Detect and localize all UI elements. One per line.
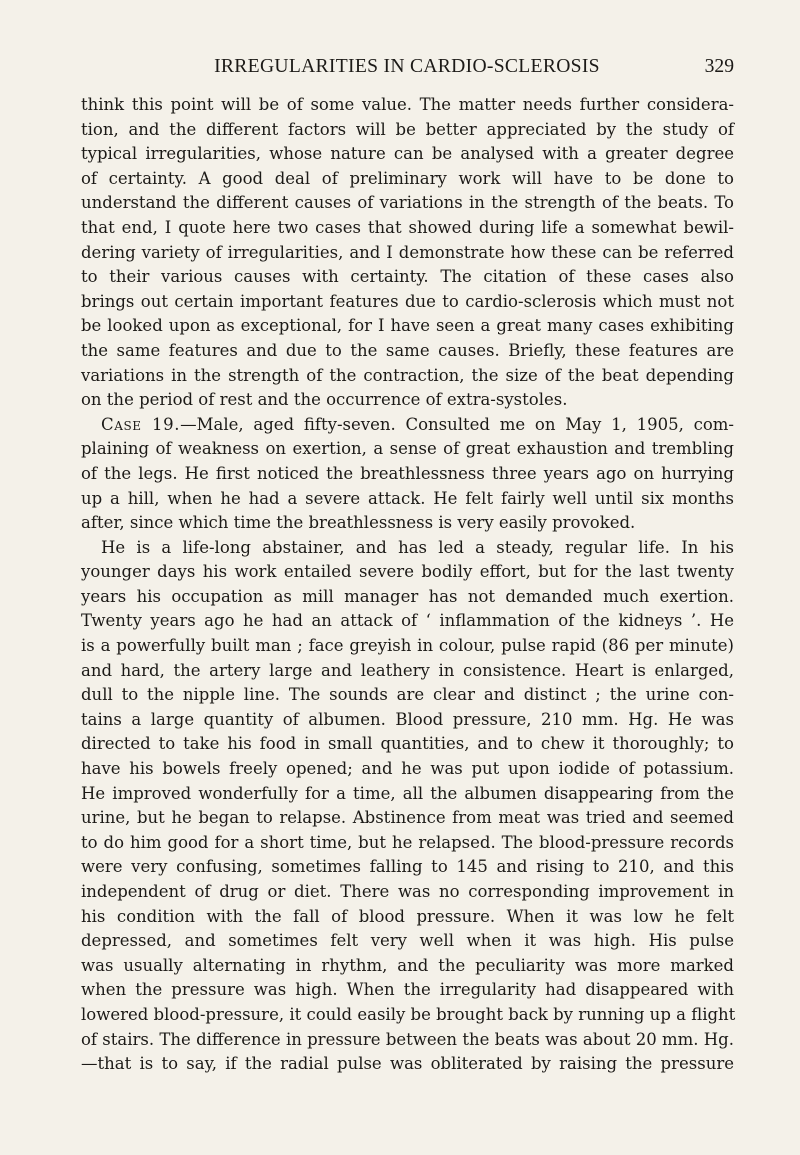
text-line: tains a large quantity of albumen. Blood pressure, 210 mm. Hg. He was [81,709,734,729]
text-line: was usually alternating in rhythm, and the peculiarity was more marked [81,955,734,975]
text-line: He improved wonderfully for a time, all the albumen disappearing from the [81,783,734,803]
text-line: lowered blood-pressure, it could easily be brought back by running up a flight [81,1004,736,1024]
case-label: Case 19. [101,414,181,434]
text-line: plaining of weakness on exertion, a sense of great exhaustion and trembling [81,439,734,459]
text-line: younger days his work entailed severe bodily effort, but for the last twenty [81,562,734,582]
text-line: dull to the nipple line. The sounds are clear and distinct ; the urine con- [81,685,734,705]
text-line: think this point will be of some value. The matter needs further considera- [81,95,734,114]
text-line: were very confusing, sometimes falling to 145 and rising to 210, and this [81,857,734,877]
text-line: when the pressure was high. When the irregularity had disappeared with [81,980,734,1000]
text-line: —that is to say, if the radial pulse was obliterated by raising the pressure [81,1054,734,1074]
text-line: He is a life-long abstainer, and has led a steady, regular life. In his [101,537,734,557]
text-line: is a powerfully built man ; face greyish in colour, pulse rapid (86 per minute) [81,636,734,656]
text-line: to do him good for a short time, but he relapsed. The blood-pressure records [81,832,734,852]
text-line: dering variety of irregularities, and I demonstrate how these can be referred [81,242,734,262]
text-line: of the legs. He first noticed the breathlessness three years ago on hurrying [81,463,734,483]
text-line: directed to take his food in small quantities, and to chew it thoroughly; to [81,734,734,754]
text-line: tion, and the different factors will be better appreciated by the study of [81,119,734,139]
running-head [80,56,734,84]
text-line: on the period of rest and the occurrence of extra-systoles. [81,390,568,410]
text-line: be looked upon as exceptional, for I have seen a great many cases exhibiting [81,316,734,336]
text-line: typical irregularities, whose nature can be analysed with a greater degree [81,144,734,164]
text-line: Twenty years ago he had an attack of ‘ inflammation of the kidneys ’. He [81,611,734,631]
text-line: urine, but he began to relapse. Abstinence from meat was tried and seemed [81,808,734,828]
body-text [81,93,734,1077]
page-number: 329 [704,56,734,77]
text-line: of stairs. The difference in pressure between the beats was about 20 mm. Hg. [81,1029,734,1049]
text-line: understand the different causes of variations in the strength of the beats. To [81,193,734,213]
text-line: the same features and due to the same causes. Briefly, these features are [81,340,734,360]
text-line: have his bowels freely opened; and he was put upon iodide of potassium. [81,759,734,779]
text-line: after, since which time the breathlessness is very easily provoked. [81,513,636,533]
text-line: variations in the strength of the contraction, the size of the beat depending [81,365,734,385]
running-title: IRREGULARITIES IN CARDIO-SCLEROSIS [214,56,600,77]
text-line: and hard, the artery large and leathery in consistence. Heart is enlarged, [81,660,734,680]
case-heading-rest: —Male, aged fifty-seven. Consulted me on May 1, 1905, com- [180,414,734,434]
text-line: brings out certain important features due to cardio-sclerosis which must not [81,291,734,311]
text-line: depressed, and sometimes felt very well when it was high. His pulse [81,931,734,951]
text-line: up a hill, when he had a severe attack. He felt fairly well until six months [81,488,734,508]
text-line: to their various causes with certainty. The citation of these cases also [81,267,734,287]
text-line: his condition with the fall of blood pressure. When it was low he felt [81,906,734,926]
text-line: years his occupation as mill manager has not demanded much exertion. [81,586,734,606]
text-line: independent of drug or diet. There was no corresponding improvement in [81,882,734,901]
text-line: that end, I quote here two cases that showed during life a somewhat bewil- [81,217,734,237]
case-heading-line [81,413,734,438]
text-line: of certainty. A good deal of preliminary work will have to be done to [81,168,734,188]
